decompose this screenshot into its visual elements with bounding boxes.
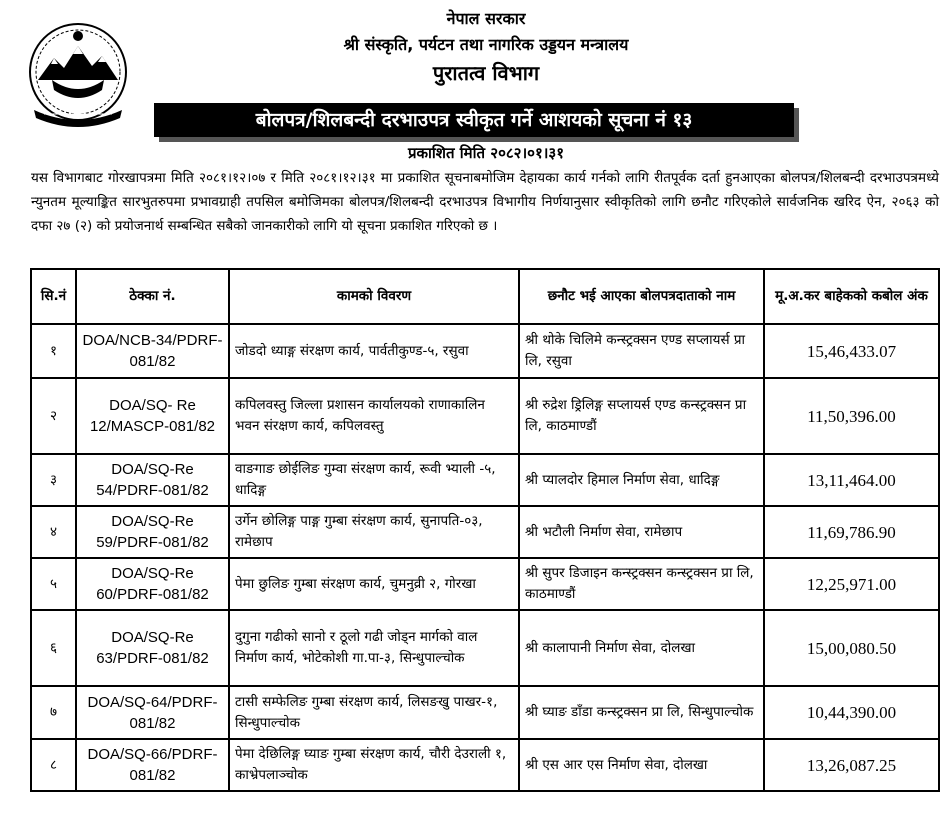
row-bidder: श्री थोके चिलिमे कन्स्ट्रक्सन एण्ड सप्लायर्स प्रा लि, रसुवा: [519, 324, 764, 378]
row-work: जोडदो ध्याङ्ग संरक्षण कार्य, पार्वतीकुण्ड-५, रसुवा: [229, 324, 519, 378]
table-row: [31, 378, 939, 454]
row-contract: DOA/SQ-Re 60/PDRF-081/82: [76, 558, 229, 610]
nepal-government-emblem-icon: [24, 18, 132, 136]
notice: [6, 4, 940, 800]
published-date: प्रकाशित मिति २०८२।०१।३१: [407, 144, 565, 162]
table-row: [31, 686, 939, 739]
row-contract: DOA/SQ-Re 59/PDRF-081/82: [76, 506, 229, 558]
row-bidder: श्री रुद्रेश ड्रिलिङ्ग सप्लायर्स एण्ड कन्स्ट्रक्सन प्रा लि, काठमाण्डौं: [519, 378, 764, 454]
row-amount: 10,44,390.00: [764, 686, 939, 739]
department-name: पुरातत्व विभाग: [432, 61, 540, 85]
row-sn: ३: [31, 454, 76, 506]
table-row: [31, 506, 939, 558]
table-row: [31, 739, 939, 791]
ministry-name: श्री संस्कृति, पर्यटन तथा नागरिक उड्डयन मन्त्रालय: [343, 35, 629, 54]
row-sn: ६: [31, 610, 76, 686]
row-bidder: श्री कालापानी निर्माण सेवा, दोलखा: [519, 610, 764, 686]
header-bidder: छनौट भई आएका बोलपत्रदाताको नाम: [519, 269, 764, 324]
notice-paragraph: यस विभागबाट गोरखापत्रमा मिति २०८१।१२।०७ र मिति २०८१।१२।३१ मा प्रकाशित सूचनाबमोजिम देहायका कार्य गर्नको लागि रीतपूर्वक दर्ता हुनआएका बोलपत्र/शिलबन्दी दरभाउपत्रमध्ये न्युनतम मूल्याङ्कित सारभुतरुपमा प्रभावग्राही तपसिल बमोजिमका बोलपत्र/शिलबन्दी दरभाउपत्र विभागीय निर्णयानुसार स्वीकृतिको लागि छनौट गरिएकोले सार्वजनिक खरिद ऐन, २०६३ को दफा २७ (२) को प्रयोजनार्थ सम्बन्धित सबैको जानकारीको लागि यो सूचना प्रकाशित गरिएको छ ।: [31, 170, 939, 234]
table-row: [31, 454, 939, 506]
row-amount: 12,25,971.00: [764, 558, 939, 610]
row-work: दुगुना गढीको सानो र ठूलो गढी जोड्न मार्गको वाल निर्माण कार्य, भोटेकोशी गा.पा-३, सिन्धुपाल्चोक: [229, 610, 519, 686]
row-contract: DOA/NCB-34/PDRF-081/82: [76, 324, 229, 378]
row-sn: ८: [31, 739, 76, 791]
government-name: नेपाल सरकार: [446, 9, 526, 28]
row-work: कपिलवस्तु जिल्ला प्रशासन कार्यालयको राणाकालिन भवन संरक्षण कार्य, कपिलवस्तु: [229, 378, 519, 454]
notice-title: बोलपत्र/शिलबन्दी दरभाउपत्र स्वीकृत गर्ने आशयको सूचना नं १३: [154, 103, 794, 137]
row-sn: २: [31, 378, 76, 454]
table-row: [31, 558, 939, 610]
table-header-row: [31, 269, 939, 324]
row-bidder: श्री सुपर डिजाइन कन्स्ट्रक्सन कन्स्ट्रक्सन प्रा लि, काठमाण्डौं: [519, 558, 764, 610]
row-contract: DOA/SQ- Re 12/MASCP-081/82: [76, 378, 229, 454]
row-work: पेमा छुलिङ गुम्बा संरक्षण कार्य, चुमनुव्री २, गोरखा: [229, 558, 519, 610]
row-amount: 13,11,464.00: [764, 454, 939, 506]
row-amount: 15,46,433.07: [764, 324, 939, 378]
row-amount: 15,00,080.50: [764, 610, 939, 686]
row-bidder: श्री घ्याङ डाँडा कन्स्ट्रक्सन प्रा लि, सिन्धुपाल्चोक: [519, 686, 764, 739]
row-contract: DOA/SQ-66/PDRF-081/82: [76, 739, 229, 791]
row-work: उर्गेन छोलिङ्ग पाङ्ग गुम्बा संरक्षण कार्य, सुनापति-०३, रामेछाप: [229, 506, 519, 558]
row-work: पेमा देछिलिङ्ग घ्याङ गुम्बा संरक्षण कार्य, चौरी देउराली १, काभ्रेपलाञ्चोक: [229, 739, 519, 791]
row-amount: 11,69,786.90: [764, 506, 939, 558]
row-bidder: श्री भटौली निर्माण सेवा, रामेछाप: [519, 506, 764, 558]
table-row: [31, 324, 939, 378]
row-contract: DOA/SQ-64/PDRF-081/82: [76, 686, 229, 739]
row-sn: ५: [31, 558, 76, 610]
row-sn: ७: [31, 686, 76, 739]
bids-table: [30, 268, 940, 792]
header-sn: सि.नं: [31, 269, 76, 324]
row-bidder: श्री प्यालदोर हिमाल निर्माण सेवा, धादिङ्ग: [519, 454, 764, 506]
header-amount: मू.अ.कर बाहेकको कबोल अंक: [764, 269, 939, 324]
row-work: टासी सम्फेलिङ गुम्बा संरक्षण कार्य, लिसङखु पाखर-१, सिन्धुपाल्चोक: [229, 686, 519, 739]
row-amount: 11,50,396.00: [764, 378, 939, 454]
row-contract: DOA/SQ-Re 54/PDRF-081/82: [76, 454, 229, 506]
row-contract: DOA/SQ-Re 63/PDRF-081/82: [76, 610, 229, 686]
table-row: [31, 610, 939, 686]
row-sn: १: [31, 324, 76, 378]
row-work: वाङगाङ छोईलिङ गुम्वा संरक्षण कार्य, रूवी भ्याली -५, धादिङ्ग: [229, 454, 519, 506]
header-work: कामको विवरण: [229, 269, 519, 324]
row-amount: 13,26,087.25: [764, 739, 939, 791]
header-contract: ठेक्का नं.: [76, 269, 229, 324]
row-sn: ४: [31, 506, 76, 558]
header: [146, 4, 826, 88]
row-bidder: श्री एस आर एस निर्माण सेवा, दोलखा: [519, 739, 764, 791]
